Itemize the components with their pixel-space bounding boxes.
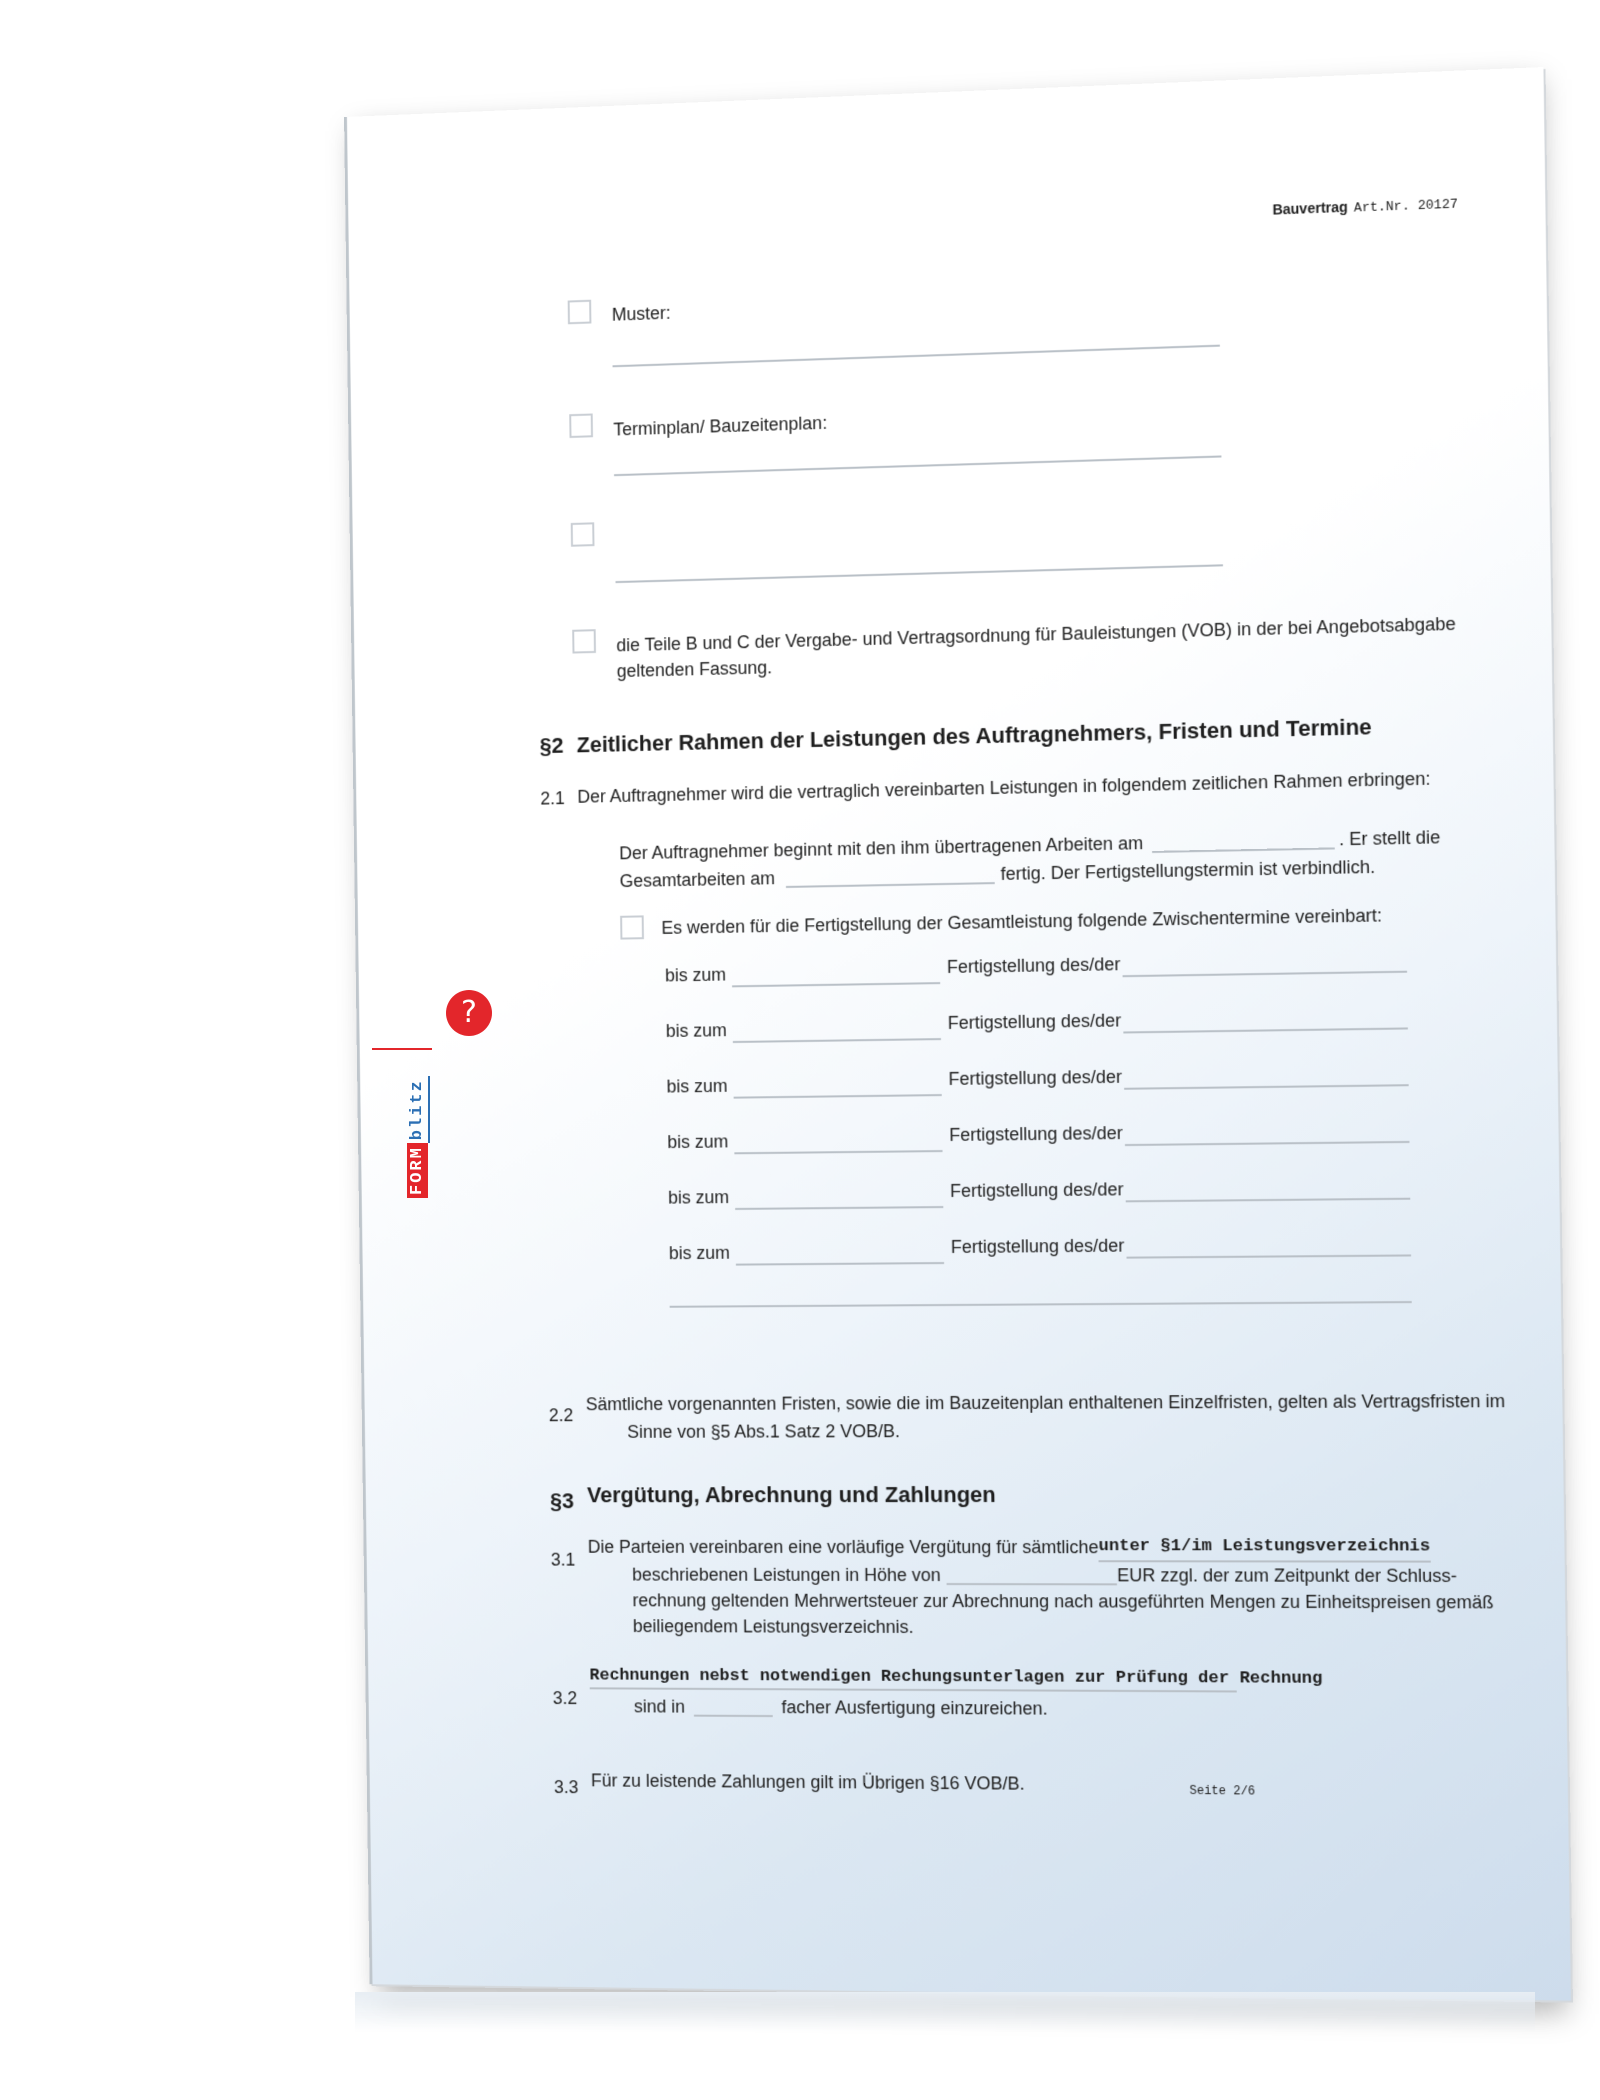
- para-3-1-part-a: Die Parteien vereinbaren eine vorläufige Vergütung für sämtliche: [587, 1536, 1099, 1558]
- copies-field[interactable]: [694, 1715, 773, 1717]
- milestone-item-field[interactable]: [1123, 1027, 1408, 1033]
- para-3-2-fill[interactable]: Rechnungen nebst notwendigen Rechungsunterlagen zur Prüfung der Rechnung: [589, 1667, 1236, 1693]
- milestone-date-field[interactable]: [735, 1206, 943, 1210]
- milestone-row: [668, 1179, 1238, 1240]
- zwischentermine-label: Es werden für die Fertigstellung der Gesamtleistung folgende Zwischentermine vereinbart:: [661, 905, 1383, 938]
- para-2-1-text: Der Auftragnehmer wird die vertraglich vereinbarten Leistungen in folgendem zeitlichen Rahmen erbringen:: [577, 768, 1431, 807]
- vob-label-line2: geltenden Fassung.: [616, 657, 773, 682]
- section-3-number: §3: [549, 1488, 575, 1514]
- para-3-1-text: [587, 1534, 1494, 1641]
- milestone-date-field[interactable]: [732, 982, 940, 987]
- para-3-1-line1: [587, 1534, 1431, 1562]
- para-2-2-number: 2.2: [548, 1405, 574, 1426]
- vob-label: [616, 613, 1456, 684]
- milestone-item-field[interactable]: [1123, 971, 1408, 978]
- terminplan-line[interactable]: [614, 455, 1221, 476]
- para-3-3-number: 3.3: [553, 1777, 579, 1798]
- para-3-1-line2: [588, 1562, 1458, 1589]
- milestone-fert-label: Fertigstellung des/der: [949, 1179, 1124, 1201]
- brand-underline: [372, 1048, 432, 1050]
- milestone-fert-label: Fertigstellung des/der: [946, 954, 1121, 977]
- page-number: Seite 2/6: [1189, 1783, 1256, 1799]
- para-2-2-line1: Sämtliche vorgenannten Fristen, sowie die im Bauzeitenplan enthaltenen Einzelfristen, gelten als Vertragsfristen im: [585, 1390, 1506, 1415]
- article-number: Art.Nr. 20127: [1353, 196, 1458, 216]
- para-3-2-line2: [590, 1693, 1237, 1722]
- document-title: Bauvertrag: [1272, 198, 1348, 218]
- end-date-field[interactable]: [786, 882, 995, 888]
- milestone-item-field[interactable]: [1127, 1254, 1412, 1258]
- milestone-bis-label: bis zum: [665, 1020, 727, 1041]
- para-3-2-part-a: sind in: [633, 1696, 686, 1717]
- end-date-label: Gesamtarbeiten am: [619, 868, 776, 892]
- checkbox-zwischentermine[interactable]: [620, 915, 644, 939]
- milestone-extra-field[interactable]: [670, 1301, 1412, 1308]
- document-header: [1272, 194, 1458, 218]
- milestone-row: [669, 1236, 1239, 1296]
- help-icon[interactable]: ?: [446, 990, 492, 1036]
- para-2-2-line2: Sinne von §5 Abs.1 Satz 2 VOB/B.: [627, 1421, 900, 1442]
- milestone-date-field[interactable]: [734, 1150, 942, 1154]
- milestone-row: [665, 953, 1234, 1018]
- amount-field[interactable]: [947, 1583, 1117, 1585]
- para-3-1-number: 3.1: [550, 1549, 576, 1570]
- milestone-item-field[interactable]: [1125, 1141, 1410, 1146]
- checkbox-muster[interactable]: [568, 300, 592, 325]
- para-3-2-number: 3.2: [552, 1688, 578, 1709]
- formblitz-logo: [408, 1076, 427, 1198]
- section-3-title: Vergütung, Abrechnung und Zahlungen: [586, 1481, 996, 1508]
- page-floor-reflection: [355, 1992, 1535, 2032]
- para-3-1-fill[interactable]: unter §1/im Leistungsverzeichnis: [1098, 1534, 1430, 1563]
- milestone-date-field[interactable]: [733, 1038, 941, 1043]
- milestone-bis-label: bis zum: [664, 964, 727, 986]
- other-line[interactable]: [616, 564, 1223, 583]
- muster-label: Muster:: [611, 302, 671, 325]
- milestone-item-field[interactable]: [1124, 1084, 1409, 1090]
- end-date-suffix: fertig. Der Fertigstellungstermin ist verbindlich.: [1000, 856, 1376, 884]
- para-3-2-text: [589, 1666, 1323, 1723]
- milestone-bis-label: bis zum: [666, 1075, 728, 1097]
- para-3-2-part-b: facher Ausfertigung einzureichen.: [781, 1697, 1048, 1719]
- para-3-1-part-b: beschriebenen Leistungen in Höhe von: [632, 1564, 941, 1586]
- section-2-number: §2: [539, 732, 564, 759]
- document-page: [344, 67, 1571, 2001]
- formblitz-logo-blitz: blitz: [407, 1076, 430, 1143]
- milestone-row: [666, 1066, 1235, 1129]
- milestone-item-field[interactable]: [1126, 1198, 1411, 1203]
- milestone-bis-label: bis zum: [668, 1242, 731, 1264]
- checkbox-other[interactable]: [571, 522, 595, 546]
- milestone-bis-label: bis zum: [667, 1131, 729, 1153]
- milestone-date-field[interactable]: [734, 1094, 942, 1099]
- checkbox-terminplan[interactable]: [569, 413, 593, 437]
- section-2-title: Zeitlicher Rahmen der Leistungen des Auftragnehmers, Fristen und Termine: [576, 714, 1372, 758]
- milestone-fert-label: Fertigstellung des/der: [950, 1235, 1125, 1257]
- milestone-row: [667, 1123, 1236, 1185]
- milestone-date-field[interactable]: [736, 1262, 944, 1266]
- vob-label-line1: die Teile B und C der Vergabe- und Vertragsordnung für Bauleistungen (VOB) in der bei Angebotsabgabe: [616, 613, 1456, 656]
- milestone-bis-label: bis zum: [667, 1187, 730, 1208]
- milestone-row: [666, 1010, 1235, 1074]
- milestone-fert-label: Fertigstellung des/der: [947, 1010, 1122, 1033]
- terminplan-label: Terminplan/ Bauzeitenplan:: [613, 412, 828, 440]
- checkbox-vob[interactable]: [572, 629, 596, 653]
- start-date-suffix: . Er stellt die: [1338, 827, 1441, 850]
- milestone-fert-label: Fertigstellung des/der: [948, 1066, 1123, 1089]
- milestone-fert-label: Fertigstellung des/der: [949, 1122, 1123, 1145]
- muster-line[interactable]: [613, 345, 1220, 368]
- para-3-1-part-e: beiliegendem Leistungsverzeichnis.: [632, 1616, 914, 1637]
- para-3-3-text: Für zu leistende Zahlungen gilt im Übrigen §16 VOB/B.: [590, 1770, 1025, 1794]
- para-3-1-part-d: rechnung geltenden Mehrwertsteuer zur Abrechnung nach ausgeführten Mengen zu Einheitspreisen gemäß: [632, 1590, 1494, 1613]
- para-3-1-part-c: EUR zzgl. der zum Zeitpunkt der Schluss-: [1116, 1565, 1458, 1586]
- milestone-list: [665, 953, 1239, 1325]
- para-2-1-number: 2.1: [540, 788, 565, 809]
- formblitz-logo-form: FORM: [407, 1143, 428, 1198]
- start-date-label: Der Auftragnehmer beginnt mit den ihm übertragenen Arbeiten am: [619, 833, 1144, 864]
- milestone-extra-row: [669, 1292, 1238, 1326]
- start-date-field[interactable]: [1152, 847, 1335, 853]
